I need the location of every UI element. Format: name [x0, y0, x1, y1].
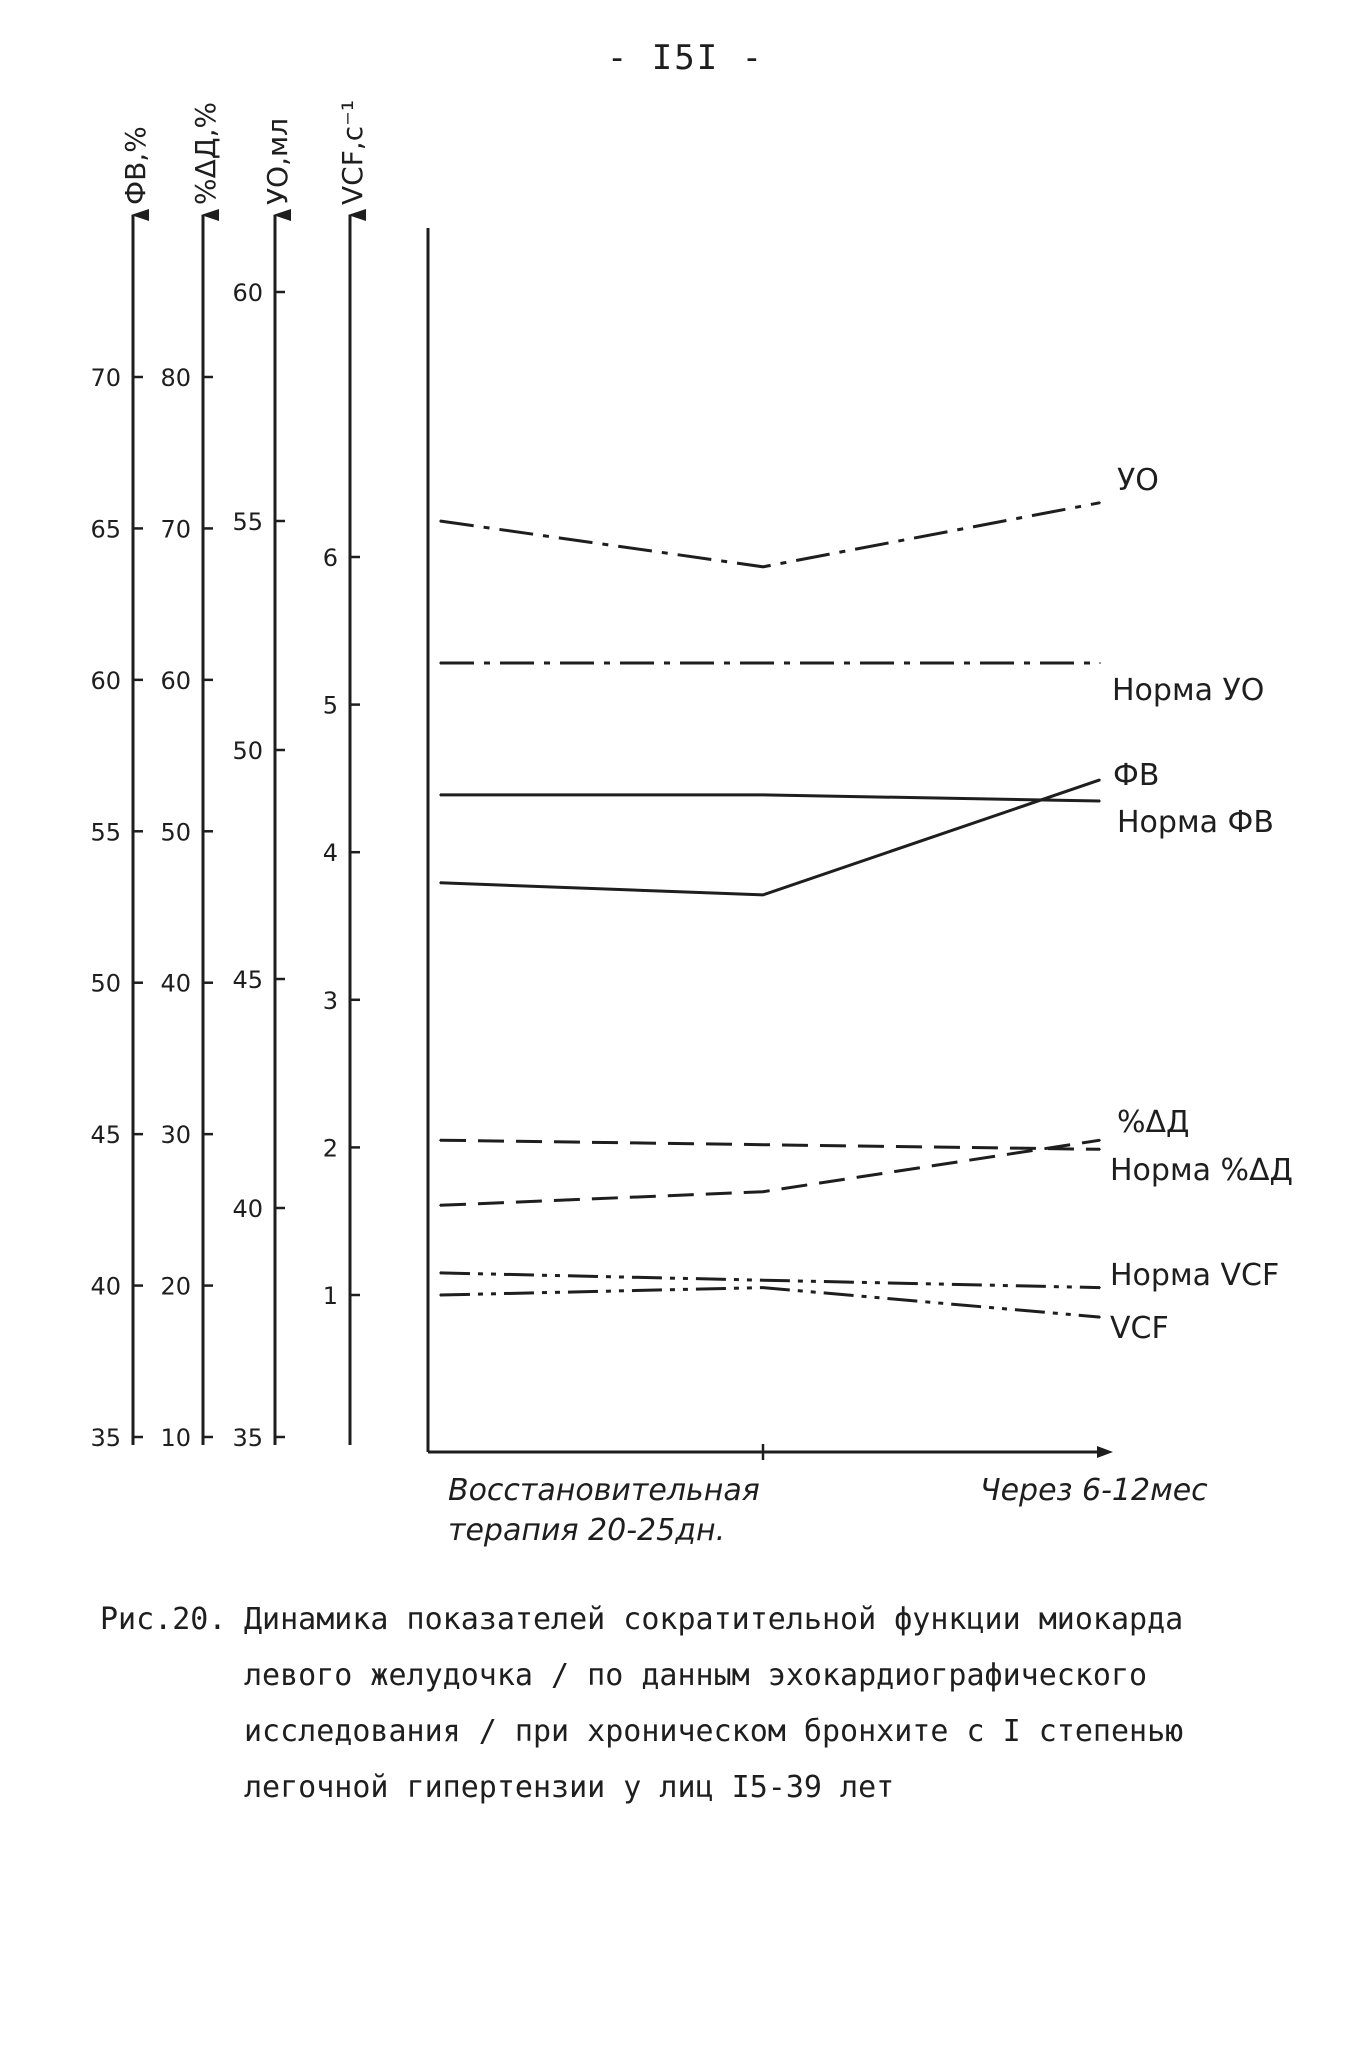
data-point: [762, 566, 764, 568]
series-line-норма-vcf: [440, 1273, 1100, 1288]
data-point: [439, 1205, 441, 1207]
tick-label-uo: 45: [232, 966, 263, 994]
tick-label-vcf: 5: [322, 691, 338, 720]
tick-label-dd: 80: [160, 364, 191, 392]
data-point: [1099, 1139, 1101, 1141]
tick-label-dd: 20: [160, 1272, 191, 1301]
tick-label-vcf: 6: [322, 544, 338, 572]
x-axis-arrow: [1097, 1446, 1113, 1458]
axis-dd: [160, 102, 222, 1452]
tick-label-uo: 50: [232, 737, 263, 765]
data-point: [762, 1287, 764, 1289]
tick-label-fv: 55: [90, 818, 121, 847]
axis-title-uo: УО,мл: [261, 117, 294, 205]
data-point: [439, 1294, 441, 1296]
data-point: [439, 882, 441, 884]
caption-line: [100, 1592, 1300, 1648]
series-line-%δд: [440, 1140, 1100, 1205]
series-label: Норма VCF: [1110, 1258, 1280, 1293]
data-point: [1099, 1316, 1101, 1318]
series-label: ФВ: [1113, 758, 1160, 793]
series-label: Норма УО: [1112, 673, 1265, 708]
tick-label-fv: 35: [90, 1424, 121, 1452]
axis-fv: [90, 126, 152, 1452]
axis-vcf: [323, 100, 369, 1445]
page-number: - I5I -: [606, 38, 765, 78]
data-point: [762, 1191, 764, 1193]
x-category-label: Через 6-12мес: [980, 1473, 1208, 1508]
series-line-фв: [440, 780, 1100, 895]
caption-text: Динамика показателей сократительной функции миокарда: [244, 1602, 1184, 1637]
caption-line: левого желудочка / по данным эхокардиографического: [244, 1658, 1148, 1693]
tick-label-uo: 40: [232, 1195, 263, 1223]
axis-title-fv: ФВ,%: [119, 126, 152, 205]
series-line-норма-фв: [440, 795, 1100, 801]
series-line-норма-%δд: [440, 1140, 1100, 1149]
tick-label-vcf: 1: [322, 1282, 338, 1310]
caption-line: исследования / при хроническом бронхите с I степенью: [244, 1714, 1184, 1749]
data-point: [762, 1144, 764, 1146]
data-point: [762, 662, 764, 664]
figure-caption: [100, 1592, 1300, 1816]
axis-uo: [232, 118, 294, 1452]
series-label: Норма %ΔД: [1110, 1153, 1293, 1188]
series-label: VCF: [1110, 1311, 1169, 1346]
tick-label-vcf: 3: [322, 986, 338, 1015]
data-point: [1099, 800, 1101, 802]
axis-title-vcf: VCF,с⁻¹: [336, 99, 369, 205]
tick-label-fv: 40: [90, 1272, 121, 1301]
axis-title-dd: %ΔД,%: [189, 101, 222, 205]
series-label: УО: [1117, 463, 1159, 498]
data-point: [439, 1272, 441, 1274]
tick-label-uo: 60: [232, 279, 263, 307]
data-point: [1099, 1149, 1101, 1151]
tick-label-uo: 35: [232, 1424, 263, 1452]
tick-label-fv: 60: [90, 666, 121, 695]
tick-label-dd: 40: [160, 969, 191, 998]
data-point: [439, 1139, 441, 1141]
data-point: [1099, 502, 1101, 504]
tick-label-dd: 30: [160, 1121, 191, 1150]
data-point: [439, 794, 441, 796]
data-point: [439, 662, 441, 664]
caption-line: легочной гипертензии у лиц I5-39 лет: [244, 1770, 895, 1805]
tick-label-uo: 55: [232, 508, 263, 536]
series-line-vcf: [440, 1288, 1100, 1318]
tick-label-fv: 50: [90, 969, 121, 998]
tick-label-dd: 10: [160, 1424, 191, 1452]
tick-label-dd: 60: [160, 666, 191, 695]
tick-label-dd: 50: [160, 818, 191, 847]
series-label: %ΔД: [1117, 1105, 1190, 1140]
data-point: [1099, 662, 1101, 664]
data-point: [1099, 1287, 1101, 1289]
data-point: [762, 794, 764, 796]
tick-label-dd: 70: [160, 515, 191, 544]
caption-label: Рис.20.: [100, 1602, 227, 1637]
x-category-label: Восстановительная: [448, 1473, 760, 1508]
tick-label-fv: 70: [90, 364, 121, 392]
x-category-label: терапия 20-25дн.: [448, 1513, 726, 1548]
tick-label-vcf: 2: [322, 1134, 338, 1163]
series-label: Норма ФВ: [1117, 805, 1274, 840]
series-line-уо: [440, 503, 1100, 567]
data-point: [762, 1279, 764, 1281]
data-point: [439, 520, 441, 522]
data-point: [1099, 779, 1101, 781]
tick-label-fv: 65: [90, 515, 121, 544]
data-point: [762, 894, 764, 896]
tick-label-vcf: 4: [322, 839, 338, 868]
tick-label-fv: 45: [90, 1121, 121, 1150]
